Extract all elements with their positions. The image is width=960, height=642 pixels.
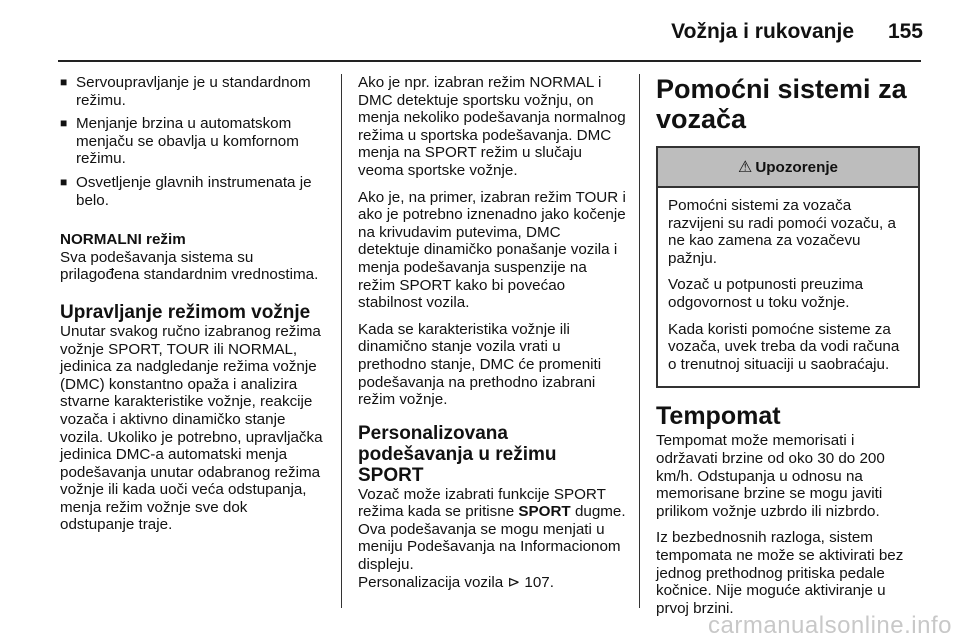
normal-mode-heading: NORMALNI režim — [60, 231, 186, 249]
sport-button-label: SPORT — [518, 503, 571, 521]
sport-text-part-1: Vozač može izabrati funkcije SPORT režima kada se pritisne — [358, 485, 606, 521]
bullet-item — [60, 115, 324, 168]
sport-text-part-2: dugme. Ova podešavanja se mogu menjati u meniju Podešavanja na Informacionom displeju. — [358, 503, 626, 574]
sport-settings-heading: Personalizovana podešavanja u režimu SPORT — [358, 422, 557, 486]
bullet-square-icon: ■ — [60, 174, 68, 189]
page-reference-arrow-icon: ⊳ — [507, 573, 521, 591]
bullet-item — [60, 174, 324, 209]
bullet-text: Menjanje brzina u automatskom menjaču se obavlja u komfornom režimu. — [76, 115, 299, 168]
bullet-square-icon: ■ — [60, 116, 68, 131]
cruise-control-text-2: Iz bezbednosnih razloga, sistem tempomata ne može se aktivirati bez jednog prethodnog pritiska pedale kočnice. Nije moguće aktiviranje u prvoj brzini. — [656, 529, 904, 617]
page-reference-number[interactable]: 107. — [520, 573, 554, 591]
bullet-item — [60, 74, 324, 109]
dmc-paragraph-2: Ako je, na primer, izabran režim TOUR i ako je potrebno iznenadno jako kočenje na krivudavim putevima, DMC detektuje dinamičko ponašanje vozila i menja podešavanja suspenzije na režim SPORT kako bi povećao stabilnost vozila. — [358, 188, 626, 312]
warning-paragraph-2: Vozač u potpunosti preuzima odgovornost u toku vožnje. — [668, 276, 864, 311]
column-divider-2 — [639, 74, 640, 608]
personalization-reference — [358, 574, 626, 592]
cruise-control-text-1: Tempomat može memorisati i održavati brzine od oko 30 do 200 km/h. Odstupanja u odnosu na memorisane brzine se mogu javiti prilikom vožnje uzbrdo ili nizbrdo. — [656, 432, 885, 520]
header-rule — [58, 60, 921, 62]
bullet-text: Servoupravljanje je u standardnom režimu. — [76, 74, 311, 109]
column-right — [656, 74, 920, 626]
header-title: Vožnja i rukovanje — [671, 20, 854, 43]
personalization-text: Personalizacija vozila — [358, 573, 504, 591]
dmc-paragraph-1: Ako je npr. izabran režim NORMAL i DMC detektuje sportsku vožnju, on menja nekoliko podešavanja normalnog režima u sportska podešavanja. DMC menja na SPORT režim u slučaju veoma sportske vožnje. — [358, 74, 626, 179]
column-divider-1 — [341, 74, 342, 608]
dmc-paragraph-3: Kada se karakteristika vožnje ili dinamično stanje vozila vrati u prethodno stanje, DMC će promeniti podešavanja na prethodno izabrani režim vožnje. — [358, 320, 602, 409]
warning-header — [658, 148, 918, 188]
warning-paragraph-1: Pomoćni sistemi za vozača razvijeni su radi pomoći vozaču, a ne kao zamena za vozačevu pažnju. — [668, 197, 896, 267]
drive-mode-text: Unutar svakog ručno izabranog režima vožnje SPORT, TOUR ili NORMAL, jedinica za nadgledanje režima vožnje (DMC) konstantno opaža i analizira stvarne karakteristike vožnje, reakcije vozača i aktivno dinamičko stanje vozila. Ukoliko je potrebno, upravljačka jedinica DMC-a automatski menja podešavanja unutar odabranog režima vožnje ili kada uoči veća odstupanja, menja režim vožnje sve dok odstupanje traje. — [60, 322, 323, 534]
drive-mode-heading: Upravljanje režimom vožnje — [60, 301, 311, 323]
column-middle — [358, 74, 626, 600]
bullet-square-icon: ■ — [60, 75, 68, 89]
bullet-text: Osvetljenje glavnih instrumenata je belo. — [76, 173, 312, 209]
warning-paragraph-3: Kada koristi pomoćne sisteme za vozača, uvek treba da vodi računa o trenutnoj situaciji u saobraćaju. — [668, 320, 900, 373]
warning-title: Upozorenje — [755, 158, 839, 176]
cruise-control-heading: Tempomat — [656, 402, 781, 431]
watermark: carmanualsonline.info — [708, 612, 952, 639]
column-left — [60, 74, 324, 543]
page-number: 155 — [887, 20, 923, 43]
normal-mode-text: Sva podešavanja sistema su prilagođena standardnim vrednostima. — [60, 248, 319, 284]
warning-box — [656, 146, 920, 388]
section-title: Pomoćni sistemi za vozača — [656, 74, 907, 134]
warning-body — [658, 188, 918, 386]
warning-triangle-icon: ⚠ — [737, 159, 753, 176]
sport-settings-text — [358, 486, 626, 574]
